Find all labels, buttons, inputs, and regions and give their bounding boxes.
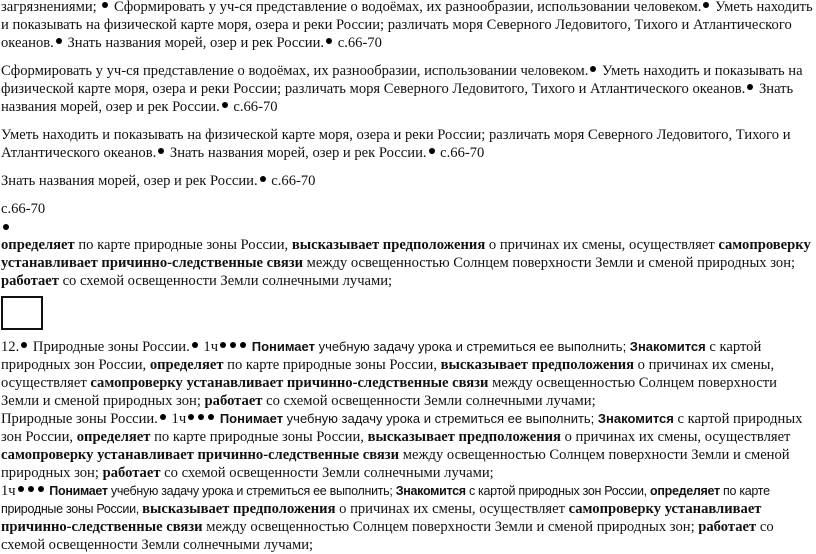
bullet-icon: [230, 342, 236, 348]
text: Уметь находить и показывать на физической карте моря, озера и реки России; различать моря Северного Ледовитого, Тихого и Атлантического океанов.: [1, 0, 813, 51]
text: Знать названия морей, озер и рек России.: [63, 35, 325, 51]
bullet-icon: [3, 224, 9, 230]
text: по карте природные зоны России,: [150, 429, 368, 445]
keyword: самопроверку: [90, 375, 183, 391]
paragraph-3: [1, 126, 815, 162]
keyword: высказывает предположения: [440, 357, 635, 373]
keyword: устанавливает причинно-следственные связи: [97, 447, 400, 463]
keyword: работает: [204, 393, 263, 409]
keyword: Понимает: [251, 339, 315, 354]
keyword: Понимает: [49, 484, 108, 498]
text: Знать названия морей, озер и рек России.: [166, 145, 427, 161]
keyword: Знакомится: [629, 339, 706, 354]
hours: 1ч: [199, 339, 219, 355]
bullet-icon: [38, 486, 44, 492]
text: Уметь находить и показывать на физической карте моря, озера и реки России; различать моря Северного Ледовитого, Тихого и Атлантического океанов.: [1, 63, 803, 97]
bullet-icon: [747, 84, 753, 90]
text: со схемой освещенности Земли солнечными лучами;: [160, 465, 494, 481]
text: между освещенностью Солнцем поверхности Земли и сменой природных зон;: [202, 519, 699, 535]
page-ref: с.66-70: [334, 35, 382, 51]
text: Уметь находить и показывать на физической карте моря, озера и реки России; различать моря Северного Ледовитого, Тихого и Атлантического океанов.: [1, 127, 791, 161]
bullet-icon: [198, 414, 204, 420]
bullet-icon: [222, 102, 228, 108]
hours: 1ч: [1, 483, 16, 499]
paragraph-7: [1, 338, 815, 410]
keyword: Понимает: [219, 411, 284, 426]
text: о причинах их смены, осуществляет: [560, 429, 791, 445]
paragraph-2: [1, 62, 815, 116]
text: учебную задачу урока и стремиться ее выполнить;: [107, 484, 396, 498]
keyword: самопроверку: [1, 447, 94, 463]
bullet-icon: [18, 486, 24, 492]
keyword: определяет: [76, 429, 151, 445]
page-ref: с.66-70: [229, 99, 278, 115]
text: по карте природные зоны России,: [74, 237, 292, 253]
text: учебную задачу урока и стремиться ее выполнить;: [283, 411, 598, 426]
bullet-icon: [703, 2, 709, 8]
keyword: устанавливает причинно-следственные связи: [186, 375, 489, 391]
keyword: работает: [698, 519, 757, 535]
keyword: устанавливает причинно-следственные связи: [1, 255, 303, 271]
bullet-icon: [102, 2, 108, 8]
text: Знать названия морей, озер и рек России.: [1, 81, 794, 115]
keyword: работает: [1, 273, 59, 289]
bullet-icon: [21, 342, 27, 348]
keyword: высказывает предположения: [291, 237, 486, 253]
text: загрязнениями;: [1, 0, 97, 15]
text: между освещенностью Солнцем поверхности Земли и сменой природных зон;: [303, 255, 796, 271]
bullet-icon: [326, 38, 332, 44]
keyword: высказывает предположения: [367, 429, 561, 445]
bullet-icon: [590, 66, 596, 72]
keyword: определяет: [650, 484, 720, 498]
paragraph-6: [1, 236, 815, 290]
text: о причинах их смены, осуществляет: [335, 501, 569, 517]
bullet-icon: [158, 148, 164, 154]
text: Сформировать у уч-ся представление о водоёмах, их разнообразии, использовании человеком.: [1, 63, 589, 79]
keyword: самопроверку: [568, 501, 662, 517]
document-body: [1, 0, 815, 554]
text: со схемой освещенности Земли солнечными лучами;: [58, 273, 393, 289]
bullet-icon: [160, 414, 166, 420]
text: с картой природных зон России,: [1, 339, 762, 373]
text: по карте природные зоны России,: [1, 484, 770, 516]
text: учебную задачу урока и стремиться ее выполнить;: [314, 339, 630, 354]
topic: Природные зоны России.: [29, 339, 190, 355]
paragraph-9: [1, 482, 815, 554]
keyword: определяет: [1, 237, 75, 253]
text: по карте природные зоны России,: [223, 357, 441, 373]
text: о причинах их смены, осуществляет: [1, 357, 775, 391]
hours: 1ч: [167, 411, 187, 427]
bullet-icon: [56, 38, 62, 44]
text: со схемой освещенности Земли солнечными лучами;: [262, 393, 596, 409]
keyword: высказывает предположения: [142, 501, 336, 517]
keyword: работает: [102, 465, 161, 481]
bullet-icon: [208, 414, 214, 420]
topic: Природные зоны России.: [1, 411, 158, 427]
item-number: 12.: [1, 339, 20, 355]
text: о причинах их смены, осуществляет: [485, 237, 719, 253]
page-ref: с.66-70: [267, 173, 316, 189]
page-ref: с.66-70: [436, 145, 485, 161]
text: с картой природных зон России,: [465, 484, 651, 498]
bullet-icon: [28, 486, 34, 492]
paragraph-1: [1, 0, 815, 52]
paragraph-4: [1, 172, 815, 190]
text: Сформировать у уч-ся представление о водоёмах, их разнообразии, использовании человеком.: [110, 0, 702, 15]
paragraph-8: [1, 410, 815, 482]
keyword: определяет: [149, 357, 224, 373]
text: между освещенностью Солнцем поверхности Земли и сменой природных зон;: [1, 375, 777, 409]
bullet-icon: [240, 342, 246, 348]
keyword: Знакомится: [597, 411, 674, 426]
bullet-icon: [220, 342, 226, 348]
keyword: устанавливает причинно-следственные связи: [1, 501, 762, 535]
bullet-icon: [188, 414, 194, 420]
keyword: Знакомится: [395, 484, 466, 498]
text: Знать названия морей, озер и рек России.: [1, 173, 258, 189]
bullet-icon: [429, 148, 435, 154]
keyword: самопроверку: [718, 237, 811, 253]
page-ref: с.66-70: [1, 201, 46, 217]
text: со схемой освещенности Земли солнечными лучами;: [1, 519, 774, 553]
text: с картой природных зон России,: [1, 411, 803, 445]
empty-box: [1, 296, 43, 330]
text: между освещенностью Солнцем поверхности Земли и сменой природных зон;: [1, 447, 790, 481]
bullet-icon: [192, 342, 198, 348]
bullet-icon: [260, 176, 266, 182]
paragraph-5: [1, 200, 815, 218]
